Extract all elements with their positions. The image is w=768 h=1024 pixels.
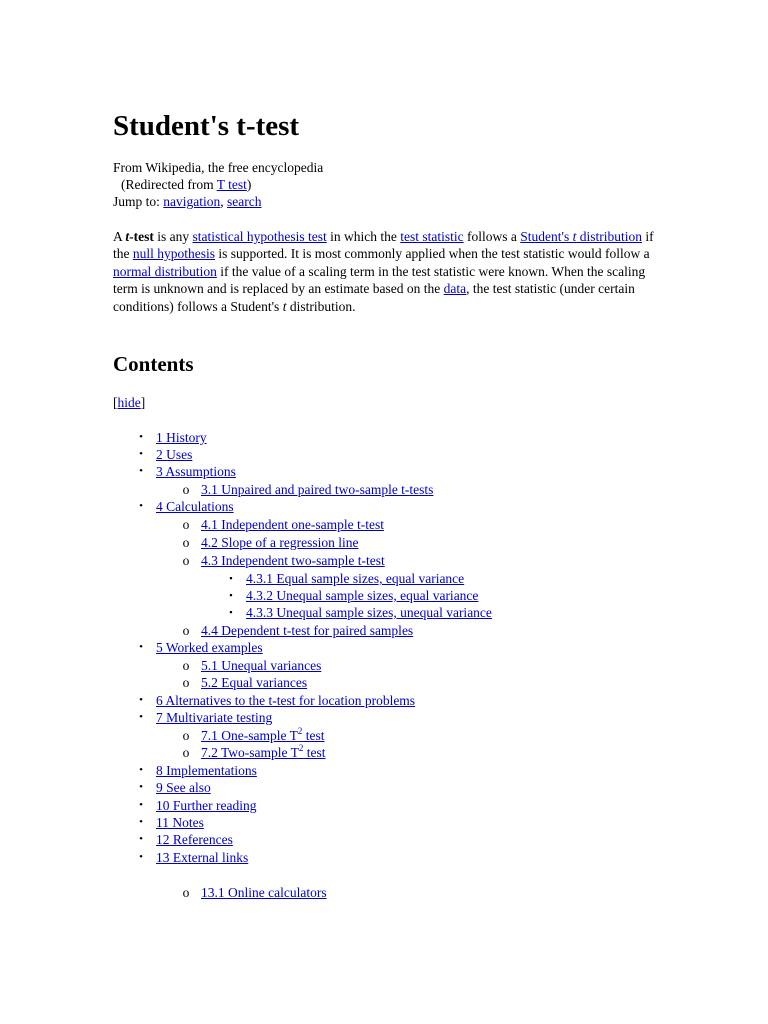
- toc-item: [182, 884, 327, 901]
- list-bullet: o: [182, 745, 190, 760]
- redirect-notice: (Redirected from T test): [121, 177, 252, 192]
- redirect-link[interactable]: T test: [216, 177, 247, 192]
- list-bullet: •: [139, 781, 143, 793]
- statistical-hypothesis-test-link[interactable]: statistical hypothesis test: [192, 229, 327, 244]
- toc-item: [139, 797, 257, 814]
- list-bullet: o: [182, 658, 190, 673]
- toc-link[interactable]: 1 History: [156, 430, 207, 445]
- list-bullet: o: [182, 553, 190, 568]
- list-bullet: •: [139, 694, 143, 706]
- list-bullet: •: [139, 851, 143, 863]
- contents-heading: Contents: [113, 352, 194, 376]
- toc-item: [182, 726, 325, 744]
- toc-item: [139, 446, 193, 463]
- toc-link[interactable]: 8 Implementations: [156, 763, 257, 778]
- toc-item: [182, 516, 384, 533]
- toc-link[interactable]: 4.2 Slope of a regression line: [201, 535, 359, 550]
- toc-item: [139, 849, 249, 866]
- toc-item: [139, 692, 416, 709]
- toc-link[interactable]: 7.2 Two-sample T$^2$ test: [201, 743, 326, 760]
- list-bullet: •: [139, 500, 143, 512]
- list-bullet: o: [182, 675, 190, 690]
- toc-link[interactable]: 5 Worked examples: [156, 640, 263, 655]
- toc-link[interactable]: 4.4 Dependent t-test for paired samples: [201, 623, 414, 638]
- toc-link[interactable]: 6 Alternatives to the t-test for location problems: [156, 693, 416, 708]
- list-bullet: •: [139, 833, 143, 845]
- test-statistic-link[interactable]: test statistic: [400, 229, 464, 244]
- list-bullet: o: [182, 885, 190, 900]
- list-bullet: •: [139, 465, 143, 477]
- toc-item: [139, 831, 233, 848]
- toc-link[interactable]: 2 Uses: [156, 447, 193, 462]
- toc-link[interactable]: 13 External links: [156, 850, 249, 865]
- list-bullet: o: [182, 728, 190, 743]
- toc-link[interactable]: 4.3.1 Equal sample sizes, equal variance: [246, 571, 465, 586]
- normal-distribution-link[interactable]: normal distribution: [113, 263, 217, 279]
- toc-item: [182, 552, 385, 569]
- toc-item: [139, 498, 234, 515]
- list-bullet: •: [139, 448, 143, 460]
- toc-link[interactable]: 5.2 Equal variances: [201, 675, 308, 690]
- list-bullet: ▪: [229, 607, 233, 617]
- list-bullet: •: [139, 764, 143, 776]
- toc-link[interactable]: 13.1 Online calculators: [201, 885, 327, 900]
- hide-contents-link[interactable]: hide: [117, 395, 141, 410]
- toc-link[interactable]: 10 Further reading: [156, 798, 257, 813]
- list-bullet: o: [182, 623, 190, 638]
- toc-item: [229, 604, 492, 621]
- toc-link[interactable]: 3.1 Unpaired and paired two-sample t-tests: [201, 482, 434, 497]
- toc-item: [139, 762, 257, 779]
- jump-search-link[interactable]: search: [227, 194, 262, 209]
- toc-item: [182, 743, 326, 761]
- toc-item: [229, 587, 479, 604]
- list-bullet: •: [139, 711, 143, 723]
- toc-link[interactable]: 4.3.3 Unequal sample sizes, unequal variance: [246, 605, 492, 620]
- toc-item: [139, 779, 211, 796]
- toc-item: [139, 463, 236, 480]
- toc-link[interactable]: 4.3 Independent two-sample t-test: [201, 553, 385, 568]
- list-bullet: •: [139, 641, 143, 653]
- intro-paragraph: A t-test is any statistical hypothesis test in which the test statistic follows a Student's t distribution if the null hypothesis is supported. It is most commonly applied when the test statistic would follow a normal distribution if the value of a scaling term in the test statistic were known. When the scaling term is unknown and is replaced by an estimate based on the data, the test statistic (under certain conditions) follows a Student's t distribution.: [113, 229, 654, 314]
- toc-item: [139, 709, 273, 726]
- null-hypothesis-link[interactable]: null hypothesis: [132, 246, 216, 262]
- list-bullet: •: [139, 431, 143, 443]
- list-bullet: o: [182, 517, 190, 532]
- toc-link[interactable]: 7 Multivariate testing: [156, 710, 273, 725]
- contents-toggle: [hide]: [113, 395, 146, 410]
- list-bullet: ▪: [229, 590, 233, 600]
- superscript: 2: [297, 726, 303, 736]
- superscript: 2: [298, 743, 304, 753]
- toc-link[interactable]: 7.1 One-sample T$^2$ test: [201, 726, 325, 743]
- toc-item: [182, 622, 414, 639]
- toc-link[interactable]: 11 Notes: [156, 815, 204, 830]
- list-bullet: •: [139, 816, 143, 828]
- toc-item: [182, 481, 434, 498]
- toc-link[interactable]: 5.1 Unequal variances: [201, 658, 322, 673]
- toc-link[interactable]: 4.3.2 Unequal sample sizes, equal variance: [246, 588, 479, 603]
- t-test-term: t-test: [125, 229, 154, 244]
- jump-to-bar: Jump to: navigation, search: [113, 194, 262, 209]
- toc-link[interactable]: 9 See also: [156, 780, 211, 795]
- list-bullet: o: [182, 482, 190, 497]
- toc-link[interactable]: 4 Calculations: [156, 499, 234, 514]
- toc-link[interactable]: 4.1 Independent one-sample t-test: [201, 517, 384, 532]
- toc-item: [182, 657, 322, 674]
- toc-item: [182, 674, 308, 691]
- toc-link[interactable]: 3 Assumptions: [156, 464, 236, 479]
- page-title: Student's t-test: [113, 110, 300, 142]
- toc-item: [182, 534, 359, 551]
- toc-item: [139, 814, 204, 831]
- toc-item: [229, 570, 465, 587]
- toc-link[interactable]: 12 References: [156, 832, 233, 847]
- data-link[interactable]: data: [443, 281, 467, 297]
- jump-navigation-link[interactable]: navigation: [163, 194, 221, 209]
- site-tagline: From Wikipedia, the free encyclopedia: [113, 160, 324, 175]
- list-bullet: •: [139, 799, 143, 811]
- toc-item: [139, 639, 263, 656]
- toc-item: [139, 429, 207, 446]
- list-bullet: o: [182, 535, 190, 550]
- list-bullet: ▪: [229, 573, 233, 583]
- students-t-distribution-link[interactable]: Student's t distribution: [520, 229, 642, 244]
